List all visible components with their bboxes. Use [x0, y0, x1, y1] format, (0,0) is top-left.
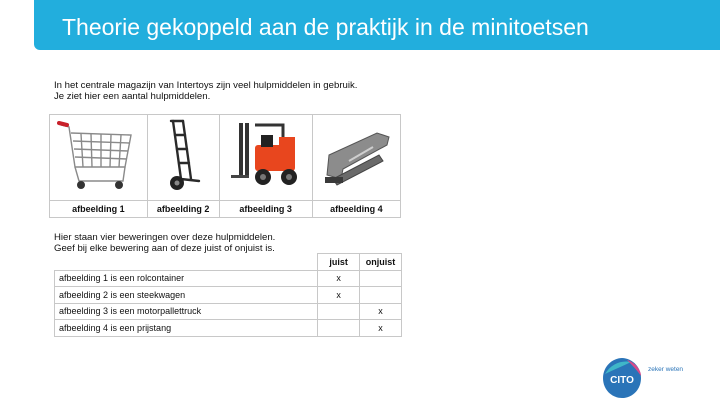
image-caption-4: afbeelding 4 [312, 201, 400, 218]
question-line-2: Geef bij elke bewering aan of deze juist of onjuist is. [54, 243, 275, 254]
juist-cell[interactable]: x [318, 270, 360, 287]
hand-truck-icon [153, 115, 213, 195]
forklift-icon [227, 115, 305, 195]
cito-logo [601, 356, 643, 400]
table-row [55, 303, 402, 320]
onjuist-cell[interactable] [360, 270, 402, 287]
intro-text [54, 80, 357, 102]
image-cell-2 [147, 115, 219, 201]
header-onjuist: onjuist [360, 254, 402, 271]
question-text [54, 232, 275, 254]
image-caption-2: afbeelding 2 [147, 201, 219, 218]
answers-header-row [55, 254, 402, 271]
table-row [55, 320, 402, 337]
image-cell-3 [219, 115, 312, 201]
onjuist-cell[interactable]: x [360, 303, 402, 320]
image-caption-1: afbeelding 1 [50, 201, 148, 218]
images-table [49, 114, 401, 218]
image-cell-1 [50, 115, 148, 201]
statement-cell: afbeelding 2 is een steekwagen [55, 287, 318, 304]
intro-line-2: Je ziet hier een aantal hulpmiddelen. [54, 91, 211, 102]
image-cell-4 [312, 115, 400, 201]
table-row [55, 287, 402, 304]
onjuist-cell[interactable] [360, 287, 402, 304]
brand-tagline: zeker weten [648, 366, 684, 373]
answers-table [54, 253, 402, 337]
statement-cell: afbeelding 3 is een motorpallettruck [55, 303, 318, 320]
juist-cell[interactable] [318, 320, 360, 337]
onjuist-cell[interactable]: x [360, 320, 402, 337]
question-line-1: Hier staan vier beweringen over deze hulpmiddelen. [54, 232, 276, 243]
image-caption-3: afbeelding 3 [219, 201, 312, 218]
intro-line-1: In het centrale magazijn van Intertoys zijn veel hulpmiddelen in gebruik. [54, 80, 358, 91]
table-row [55, 270, 402, 287]
shopping-cart-icon [57, 115, 139, 195]
staple-gun-icon [319, 115, 393, 195]
juist-cell[interactable] [318, 303, 360, 320]
juist-cell[interactable]: x [318, 287, 360, 304]
logo-text: CITO [610, 375, 634, 386]
slide-title: Theorie gekoppeld aan de praktijk in de minitoetsen [62, 14, 589, 40]
header-juist: juist [318, 254, 360, 271]
statement-cell: afbeelding 1 is een rolcontainer [55, 270, 318, 287]
statement-cell: afbeelding 4 is een prijstang [55, 320, 318, 337]
header-blank-cell [55, 254, 318, 271]
title-bar [34, 0, 720, 50]
